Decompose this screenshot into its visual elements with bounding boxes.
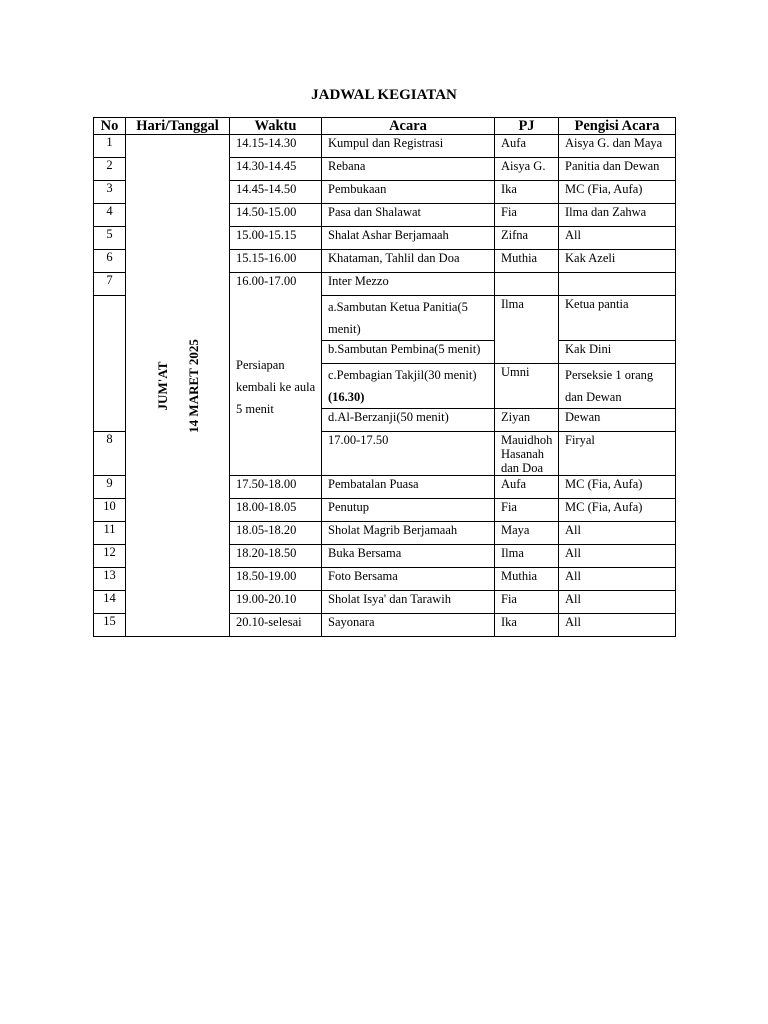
table-row: 15 20.10-selesai Sayonara Ika All — [94, 614, 676, 637]
table-row: d.Al-Berzanji(50 menit) Ziyan Dewan — [94, 409, 676, 432]
table-row: 2 14.30-14.45 Rebana Aisya G. Panitia dan Dewan — [94, 158, 676, 181]
table-row: 11 18.05-18.20 Sholat Magrib Berjamaah Maya All — [94, 522, 676, 545]
table-row: 7 16.00-17.00 Inter Mezzo — [94, 273, 676, 296]
schedule-table — [93, 117, 676, 637]
table-row: 8 17.00-17.50 Mauidhoh Hasanah dan Doa Firyal — [94, 432, 676, 476]
table-row: c.Pembagian Takjil(30 menit) (16.30) Umni Perseksie 1 orang dan Dewan — [94, 364, 676, 409]
persiapan-note: Persiapan kembali ke aula 5 menit — [236, 358, 316, 416]
table-row: 12 18.20-18.50 Buka Bersama Ilma All — [94, 545, 676, 568]
header-day: Hari/Tanggal — [126, 118, 230, 135]
day-label: JUM'AT 14 MARET 2025 — [154, 338, 201, 433]
table-row: a.Sambutan Ketua Panitia(5 menit) Ilma Ketua pantia — [94, 296, 676, 341]
header-no: No — [94, 118, 126, 135]
table-row: b.Sambutan Pembina(5 menit) Kak Dini — [94, 341, 676, 364]
document-title: JADWAL KEGIATAN — [311, 87, 457, 103]
table-row: 5 15.00-15.15 Shalat Ashar Berjamaah Zifna All — [94, 227, 676, 250]
table-row: 10 18.00-18.05 Penutup Fia MC (Fia, Aufa) — [94, 499, 676, 522]
table-row: 1 JUM'AT 14 MARET 2025 14.15-14.30 Kumpul dan Registrasi Aufa Aisya G. dan Maya — [94, 135, 676, 158]
header-time: Waktu — [230, 118, 322, 135]
table-header-row — [94, 118, 676, 135]
table-row: 9 17.50-18.00 Pembatalan Puasa Aufa MC (Fia, Aufa) — [94, 476, 676, 499]
table-row: 6 15.15-16.00 Khataman, Tahlil dan Doa Muthia Kak Azeli — [94, 250, 676, 273]
header-pj: PJ — [495, 118, 559, 135]
table-row: 14 19.00-20.10 Sholat Isya' dan Tarawih Fia All — [94, 591, 676, 614]
table-row: 3 14.45-14.50 Pembukaan Ika MC (Fia, Aufa) — [94, 181, 676, 204]
header-filler: Pengisi Acara — [559, 118, 676, 135]
table-row: 4 14.50-15.00 Pasa dan Shalawat Fia Ilma dan Zahwa — [94, 204, 676, 227]
header-event: Acara — [322, 118, 495, 135]
day-cell — [126, 135, 230, 637]
table-row: 13 18.50-19.00 Foto Bersama Muthia All — [94, 568, 676, 591]
